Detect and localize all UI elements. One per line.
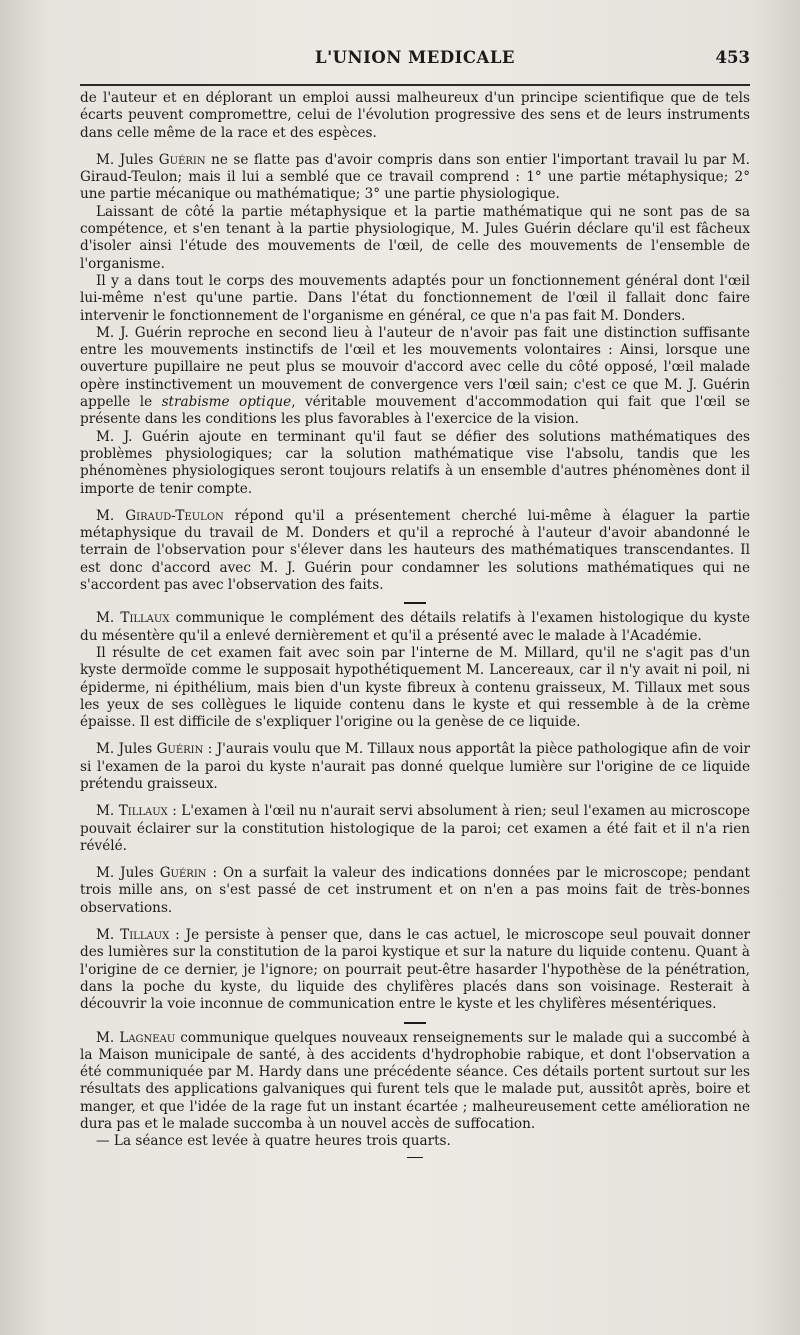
emphasis-term: strabisme optique xyxy=(161,394,292,411)
section-separator xyxy=(404,602,426,604)
paragraph-14: M. Lagneau communique quelques nouveaux renseignements sur le malade qui a succombé à la Maison municipale de santé, à des accidents d'hydrophobie rabique, et dont l'observation a été communiquée par M. Hardy dans une précédente séance. Ces détails portent surtout sur les résultats des applications galvaniques qui furent tels que le malade put, aussitôt après, boire et manger, et que l'idée de la rage fut un instant écartée ; malheureusement cette amélioration ne dura pas et le malade succomba à un nouvel accès de suffocation. xyxy=(80,1029,750,1133)
speaker-name: Guérin xyxy=(156,741,204,758)
page-number: 453 xyxy=(715,48,750,67)
page-header xyxy=(80,48,750,74)
paragraph-7: M. Giraud-Teulon répond qu'il a présentement cherché lui-même à élaguer la partie métaphysique du travail de M. Donders et qu'il a reproché à l'auteur d'avoir abandonné le terrain de l'observation pour s'élever dans les hauteurs des mathématiques transcendantes. Il est donc d'accord avec M. J. Guérin pour condamner les solutions mathématiques qui ne s'accordent pas avec l'observation des faits. xyxy=(80,507,750,594)
paragraph-2: M. Jules Guérin ne se flatte pas d'avoir compris dans son entier l'important travail lu par M. Giraud-Teulon; mais il lui a semblé que ce travail comprend : 1° une partie métaphysique; 2° une partie mécanique ou mathématique; 3° une partie physiologique. xyxy=(80,151,750,203)
speaker-name: Tillaux xyxy=(120,610,170,627)
running-title: L'UNION MEDICALE xyxy=(314,48,516,67)
section-separator xyxy=(404,1022,426,1024)
paragraph-1: de l'auteur et en déplorant un emploi aussi malheureux d'un principe scientifique que de tels écarts peuvent compromettre, celui de l'évolution progressive des sens et de leurs instruments dans celle même de la race et des espèces. xyxy=(80,90,750,141)
article-body xyxy=(80,90,750,1164)
speaker-name: Giraud-Teulon xyxy=(125,507,224,524)
paragraph-12: M. Jules Guérin : On a surfait la valeur des indications données par le microscope; pendant trois mille ans, on s'est passé de cet instrument et on n'en a pas moins fait de très-bonnes observations. xyxy=(80,865,750,916)
speaker-name: Tillaux xyxy=(120,927,170,944)
paragraph-8: M. Tillaux communique le complément des détails relatifs à l'examen histologique du kyste du mésentère qu'il a enlevé dernièrement et qu'il a présenté avec le malade à l'Académie. xyxy=(80,610,750,644)
paragraph-10: M. Jules Guérin : J'aurais voulu que M. Tillaux nous apportât la pièce pathologique afin de voir si l'examen de la paroi du kyste n'aurait pas donné quelque lumière sur l'origine de ce liquide prétendu graisseux. xyxy=(80,741,750,792)
speaker-name: Lagneau xyxy=(119,1029,176,1046)
paragraph-5: M. J. Guérin reproche en second lieu à l'auteur de n'avoir pas fait une distinction suffisante entre les mouvements instinctifs de l'œil et les mouvements volontaires : Ainsi, lorsque une ouverture pupillaire ne peut plus se mouvoir d'accord avec celle du côté opposé, l'œil malade opère instinctivement un mouvement de convergence vers l'œil sain; c'est ce que M. J. Guérin appelle le strabisme optique, véritable mouvement d'accommodation qui fait que l'œil se présente dans les conditions les plus favorables à l'exercice de la vision. xyxy=(80,324,751,428)
paragraph-6: M. J. Guérin ajoute en terminant qu'il faut se défier des solutions mathématiques des problèmes physiologiques; car la solution mathématique vise l'absolu, tandis que les phénomènes physiologiques seront toujours relatifs à un ensemble d'autres phénomènes dont il importe de tenir compte. xyxy=(80,428,750,497)
closing-line: — La séance est levée à quatre heures trois quarts. xyxy=(96,1133,451,1150)
speaker-name: Tillaux xyxy=(118,803,168,820)
paragraph-11: M. Tillaux : L'examen à l'œil nu n'aurait servi absolument à rien; seul l'examen au microscope pouvait éclairer sur la constitution histologique de la paroi; cet examen a été fait et il n'a rien révélé. xyxy=(80,803,751,854)
paragraph-3: Laissant de côté la partie métaphysique et la partie mathématique qui ne sont pas de sa compétence, et s'en tenant à la partie physiologique, M. Jules Guérin déclare qu'il est fâcheux d'isoler ainsi l'étude des mouvements de l'œil, de celle des mouvements de l'ensemble de l'organisme. xyxy=(80,203,750,272)
paragraph-4: Il y a dans tout le corps des mouvements adaptés pour un fonctionnement général dont l'œil lui-même n'est qu'une partie. Dans l'état du fonctionnement de l'œil il fallait donc faire intervenir le fonctionnement de l'organisme en général, ce que n'a pas fait M. Donders. xyxy=(80,272,750,324)
paragraph-9: Il résulte de cet examen fait avec soin par l'interne de M. Millard, qu'il ne s'agit pas d'un kyste dermoïde comme le supposait hypothétiquement M. Lancereaux, car il n'y avait ni poil, ni épiderme, ni épithélium, mais bien d'un kyste fibreux à contenu graisseux, M. Tillaux met sous les yeux de ses collègues le liquide contenu dans le kyste et qui ressemble à de la crème épaisse. Il est difficile de s'expliquer l'origine ou la genèse de ce liquide. xyxy=(80,644,750,731)
paragraph-13: M. Tillaux : Je persiste à penser que, dans le cas actuel, le microscope seul pouvait donner des lumières sur la constitution de la paroi kystique et sur la nature du liquide contenu. Quant à l'origine de ce dernier, je l'ignore; on pourrait peut-être hasarder l'hypothèse de la pénétration, dans la poche du kyste, du liquide des chylifères placés dans son voisinage. Resterait à découvrir la voie inconnue de communication entre le kyste et les chylifères mésentériques. xyxy=(80,927,751,1013)
header-rule xyxy=(80,84,750,86)
speaker-name: Guérin xyxy=(158,151,206,168)
end-ornament xyxy=(407,1157,423,1158)
speaker-name: Guérin xyxy=(159,865,207,882)
